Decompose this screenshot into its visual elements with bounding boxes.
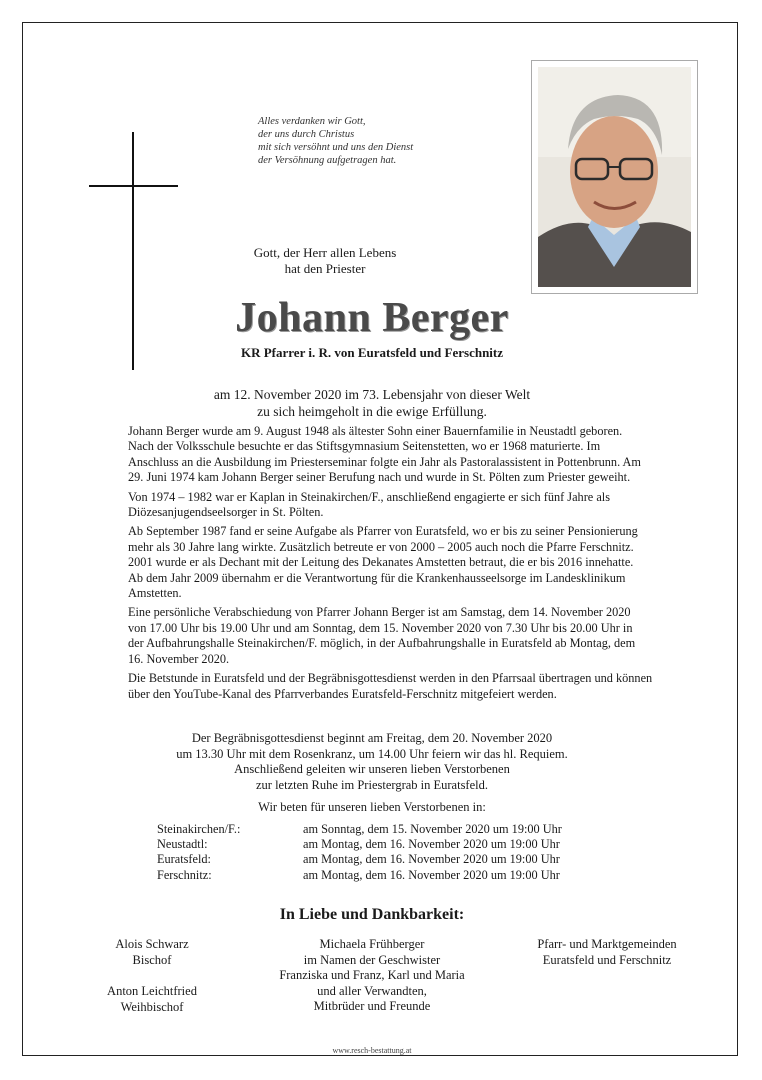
intro-line: Gott, der Herr allen Lebens bbox=[253, 245, 397, 260]
deceased-title: KR Pfarrer i. R. von Euratsfeld und Ferschnitz bbox=[240, 345, 504, 360]
biography bbox=[128, 424, 653, 706]
mourner-line: Mitbrüder und Freunde bbox=[313, 999, 431, 1013]
thanks-heading: In Liebe und Dankbarkeit: bbox=[279, 906, 465, 923]
biography-paragraph: Johann Berger wurde am 9. August 1948 als ältester Sohn einer Bauernfamilie in Neustadtl geboren. Nach der Volksschule besuchte er das Stiftsgymnasium Seitenstetten, wo er 1968 maturierte. Im Anschluss an die Ausbildung im Priesterseminar folgte ein Jahr als Pastoralassistent in Pottenbrunn. Am 29. Juni 1974 kam Johann Berger seiner Berufung nach und wurde in St. Pölten zum Priester geweiht. bbox=[128, 424, 641, 485]
schedule-place: Neustadtl: bbox=[157, 837, 208, 852]
funeral-service-info bbox=[120, 731, 624, 793]
biography-paragraph: Die Betstunde in Euratsfeld und der Begräbnisgottesdienst werden in den Pfarrsaal übertragen und können über den YouTube-Kanal des Pfarrverbandes Euratsfeld-Ferschnitz mitgefeiert werden. bbox=[128, 671, 653, 701]
bible-quote bbox=[258, 115, 478, 167]
mourner-line: Franziska und Franz, Karl und Maria bbox=[279, 968, 465, 982]
schedule-place: Ferschnitz: bbox=[157, 867, 212, 882]
schedule-row bbox=[157, 822, 597, 837]
schedule-place: Euratsfeld: bbox=[157, 852, 211, 867]
intro-line: hat den Priester bbox=[284, 261, 366, 276]
quote-line: der uns durch Christus bbox=[258, 129, 355, 140]
schedule-row bbox=[157, 852, 597, 867]
service-line: um 13.30 Uhr mit dem Rosenkranz, um 14.00 Uhr feiern wir das hl. Requiem. bbox=[176, 746, 568, 761]
mourner-line: im Namen der Geschwister bbox=[303, 952, 441, 967]
intro-text bbox=[200, 245, 450, 277]
biography-paragraph: Eine persönliche Verabschiedung von Pfarrer Johann Berger ist am Samstag, dem 14. November 2020 von 17.00 Uhr bis 19.00 Uhr und am Sonntag, dem 15. November 2020 von 7.30 Uhr bis 20.00 Uhr in der Aufbahrungshalle Steinakirchen/F. möglich, in der Aufbahrungshalle in Euratsfeld ab Montag, dem 16. November 2020. bbox=[128, 605, 636, 666]
service-line: Anschließend geleiten wir unseren lieben Verstorbenen bbox=[234, 762, 510, 776]
schedule-row bbox=[157, 837, 597, 852]
schedule-time: am Sonntag, dem 15. November 2020 um 19:00 Uhr bbox=[303, 822, 562, 836]
mourner-title: Bischof bbox=[132, 952, 172, 967]
schedule-place: Steinakirchen/F.: bbox=[157, 822, 241, 836]
death-line: am 12. November 2020 im 73. Lebensjahr von dieser Welt bbox=[213, 387, 531, 402]
service-line: Der Begräbnisgottesdienst beginnt am Freitag, dem 20. November 2020 bbox=[191, 731, 553, 745]
mourner-line: Euratsfeld und Ferschnitz bbox=[542, 952, 672, 967]
cross-icon-bar bbox=[89, 185, 178, 187]
death-line: zu sich heimgeholt in die ewige Erfüllung. bbox=[257, 404, 487, 419]
schedule-row bbox=[157, 868, 597, 883]
portrait-photo bbox=[531, 60, 698, 294]
biography-paragraph: Ab September 1987 fand er seine Aufgabe als Pfarrer von Euratsfeld, wo er bis zu seiner Pensionierung mehr als 30 Jahre lang wirkte. Zusätzlich betreute er von 2000 – 2005 auch noch die Pfarre Ferschnitz. 2001 wurde er als Dechant mit der Leitung des Dekanates Amstetten betraut, die er bis 2016 innehatte. Ab dem Jahr 2009 übernahm er die Verantwortung für die Krankenhausseelsorge im Landesklinikum Amstetten. bbox=[128, 524, 638, 601]
footer-url[interactable]: www.resch-bestattung.at bbox=[332, 1046, 412, 1055]
portrait-image bbox=[538, 67, 691, 287]
mourner-line: Pfarr- und Marktgemeinden bbox=[537, 937, 677, 951]
quote-line: mit sich versöhnt und uns den Dienst bbox=[258, 142, 414, 153]
mourner-title: Weihbischof bbox=[120, 999, 184, 1014]
mourners-family bbox=[262, 937, 482, 1015]
prayer-heading: Wir beten für unseren lieben Verstorbenen in: bbox=[258, 800, 486, 814]
death-notice bbox=[120, 386, 624, 420]
schedule-time: am Montag, dem 16. November 2020 um 19:00 Uhr bbox=[303, 852, 560, 867]
mourner-name: Anton Leichtfried bbox=[107, 984, 197, 998]
schedule-time: am Montag, dem 16. November 2020 um 19:00 Uhr bbox=[303, 867, 560, 882]
mourners-clergy bbox=[72, 937, 232, 1015]
deceased-name: Johann Berger bbox=[235, 295, 509, 341]
service-line: zur letzten Ruhe im Priestergrab in Euratsfeld. bbox=[256, 777, 488, 792]
quote-line: Alles verdanken wir Gott, bbox=[258, 116, 366, 127]
schedule-time: am Montag, dem 16. November 2020 um 19:00 Uhr bbox=[303, 837, 560, 852]
prayer-schedule bbox=[157, 822, 597, 883]
quote-line: der Versöhnung aufgetragen hat. bbox=[258, 155, 397, 166]
mourner-name: Alois Schwarz bbox=[115, 937, 189, 951]
mourners-municipalities bbox=[512, 937, 702, 968]
mourner-line: und aller Verwandten, bbox=[317, 983, 427, 998]
mourner-line: Michaela Frühberger bbox=[319, 937, 425, 951]
biography-paragraph: Von 1974 – 1982 war er Kaplan in Steinakirchen/F., anschließend engagierte er sich fünf Jahre als Diözesanjugendseelsorger in St. Pölten. bbox=[128, 489, 610, 520]
